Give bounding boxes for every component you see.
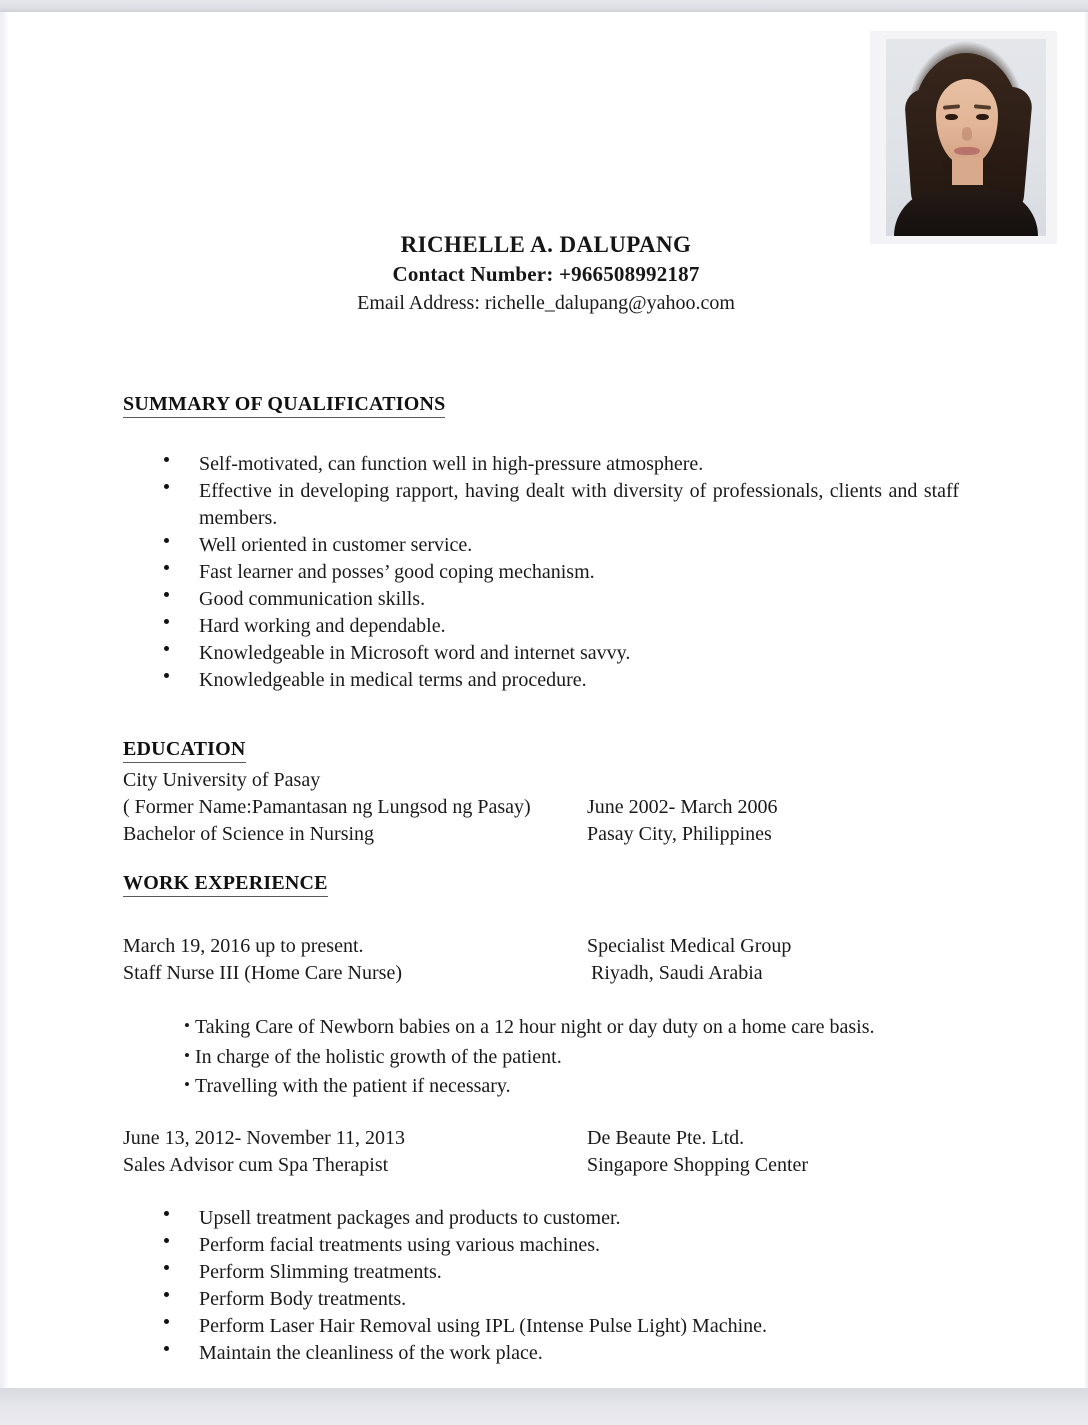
- resume-page: [9, 12, 1083, 1388]
- list-item: Perform facial treatments using various machines.: [123, 1232, 963, 1259]
- job-title: Staff Nurse III (Home Care Nurse): [123, 962, 402, 984]
- job-row-title: [123, 1152, 963, 1179]
- list-item: [123, 1071, 963, 1100]
- job-employer: Specialist Medical Group: [587, 935, 792, 957]
- resume-header: [9, 230, 1083, 318]
- list-item: Self-motivated, can function well in high-pressure atmosphere.: [123, 451, 963, 478]
- education-section: [123, 738, 963, 848]
- bullet-glyph: •: [184, 1045, 190, 1065]
- education-location: Pasay City, Philippines: [587, 823, 772, 845]
- duty-text: Travelling with the patient if necessary.: [194, 1075, 511, 1097]
- photo-nose: [962, 127, 972, 141]
- duty-text: Taking Care of Newborn babies on a 12 hour night or day duty on a home care basis.: [194, 1016, 875, 1038]
- duty-text: In charge of the holistic growth of the patient.: [194, 1045, 562, 1068]
- education-degree: Bachelor of Science in Nursing: [123, 823, 375, 845]
- job-row-title: [123, 960, 963, 987]
- summary-section: [123, 393, 963, 694]
- photo-eye-left: [945, 114, 958, 120]
- list-item: Upsell treatment packages and products to customer.: [123, 1205, 963, 1232]
- list-item: Maintain the cleanliness of the work place.: [123, 1340, 963, 1367]
- job-employer: De Beaute Pte. Ltd.: [587, 1127, 745, 1149]
- job-entry: [123, 933, 963, 1100]
- work-experience-heading: WORK EXPERIENCE: [123, 872, 328, 897]
- applicant-name: RICHELLE A. DALUPANG: [400, 232, 692, 257]
- education-row-former-name: [123, 794, 963, 821]
- photo-mouth: [954, 147, 980, 155]
- education-former-name: ( Former Name:Pamantasan ng Lungsod ng Pasay): [123, 796, 531, 818]
- photo-eye-right: [976, 114, 989, 120]
- job-title: Sales Advisor cum Spa Therapist: [123, 1154, 389, 1176]
- photo-image: [886, 39, 1046, 236]
- list-item: Perform Slimming treatments.: [123, 1259, 963, 1286]
- job-location: Riyadh, Saudi Arabia: [591, 962, 763, 984]
- work-experience-section: [123, 872, 963, 1367]
- bullet-glyph: •: [184, 1075, 190, 1094]
- education-row-degree: [123, 821, 963, 848]
- list-item: Well oriented in customer service.: [123, 532, 963, 559]
- viewer-left-edge: [0, 12, 9, 1388]
- photo-neck: [952, 157, 983, 185]
- list-item: [123, 1042, 963, 1071]
- viewer-top-bar: [0, 0, 1088, 12]
- job-duties-list: [123, 1205, 963, 1367]
- list-item: Good communication skills.: [123, 586, 963, 613]
- summary-heading: SUMMARY OF QUALIFICATIONS: [123, 393, 445, 418]
- job-location: Singapore Shopping Center: [587, 1154, 809, 1176]
- job-row-dates: [123, 1125, 963, 1152]
- list-item: Knowledgeable in Microsoft word and internet savvy.: [123, 640, 963, 667]
- list-item: Perform Body treatments.: [123, 1286, 963, 1313]
- list-item: Knowledgeable in medical terms and procedure.: [123, 667, 963, 694]
- list-item: [123, 1012, 963, 1041]
- education-heading: EDUCATION: [123, 738, 246, 763]
- list-item: Hard working and dependable.: [123, 613, 963, 640]
- job-entry: [123, 1125, 963, 1367]
- list-item: Fast learner and posses’ good coping mechanism.: [123, 559, 963, 586]
- job-duties-list: [123, 1012, 963, 1100]
- contact-number: Contact Number: +966508992187: [392, 262, 700, 286]
- list-item: Perform Laser Hair Removal using IPL (Intense Pulse Light) Machine.: [123, 1313, 963, 1340]
- job-row-dates: [123, 933, 963, 960]
- education-school: City University of Pasay: [123, 769, 321, 791]
- viewer-right-edge: [1083, 12, 1088, 1388]
- applicant-photo: [870, 31, 1057, 244]
- summary-list: [123, 451, 963, 693]
- email-address: Email Address: richelle_dalupang@yahoo.com: [357, 292, 735, 314]
- bullet-glyph: •: [184, 1016, 190, 1035]
- viewer-bottom-bar: [0, 1388, 1088, 1425]
- list-item: Effective in developing rapport, having dealt with diversity of professionals, clients and staff members.: [123, 478, 963, 531]
- job-dates: June 13, 2012- November 11, 2013: [123, 1127, 405, 1149]
- job-dates: March 19, 2016 up to present.: [123, 935, 364, 957]
- education-dates: June 2002- March 2006: [587, 796, 778, 818]
